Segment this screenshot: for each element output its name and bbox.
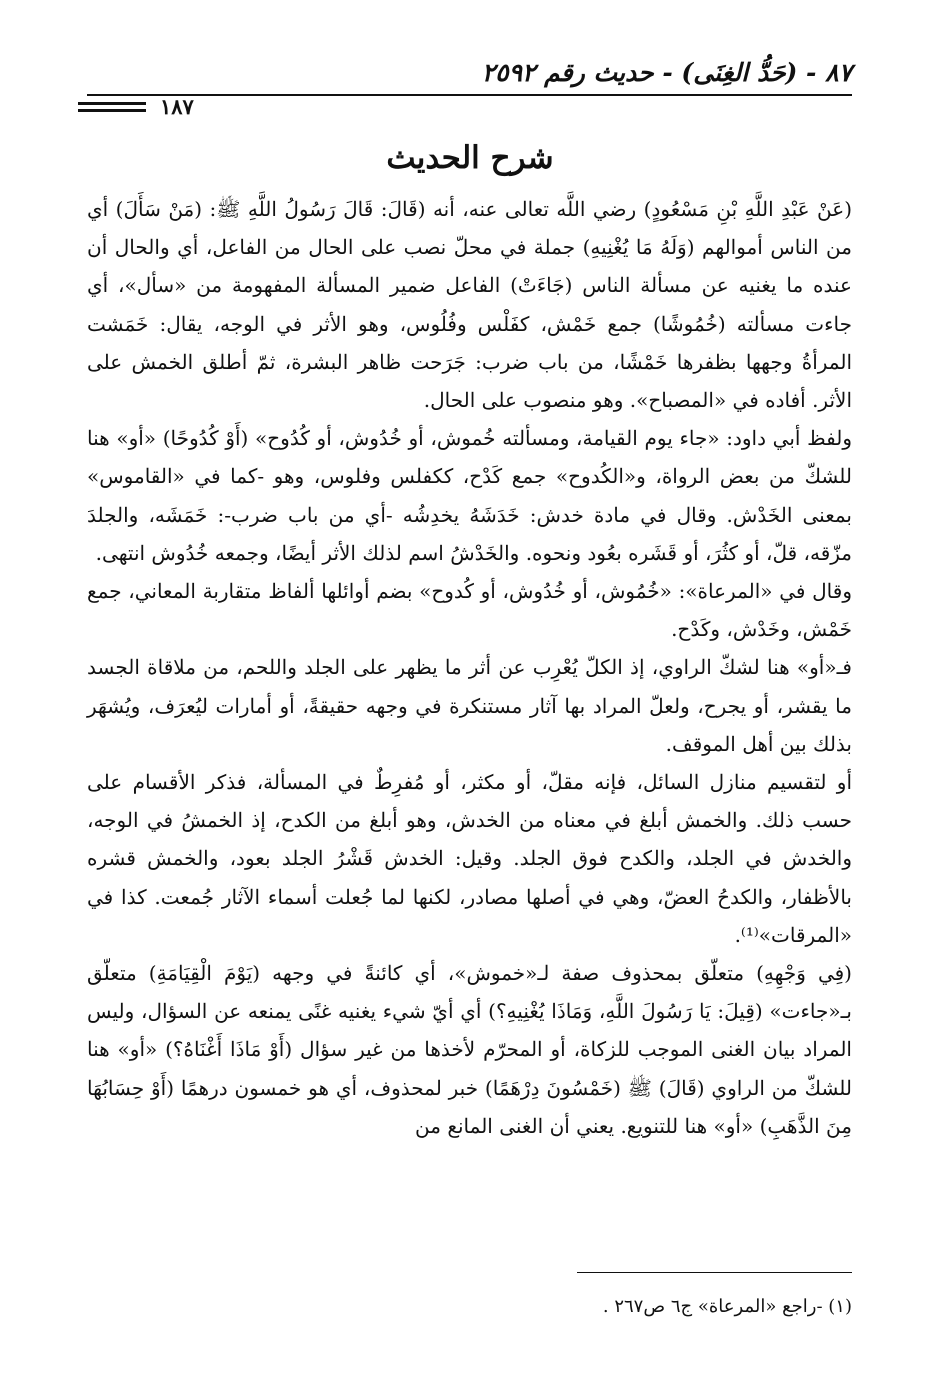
footnote-rule [577, 1272, 852, 1273]
paragraph: وقال في «المرعاة»: «خُمُوش، أو خُدُوش، أو كُدوح» بضم أوائلها ألفاظ متقاربة المعاني، جمع خَمْش، وخَدْش، وكَدْح. [87, 579, 852, 642]
running-header [87, 58, 852, 98]
section-title: شرح الحديث [386, 140, 554, 176]
footnote: (١) -راجع «المرعاة» ج٦ ص٢٦٧ . [602, 1296, 852, 1317]
paragraph: (فِي وَجْهِهِ) متعلّق بمحذوف صفة لـ«خموش»، أي كائنةً في وجهه (يَوْمَ الْقِيَامَةِ) متعلّق بـ«جاءت» (قِيلَ: يَا رَسُولَ اللَّهِ، وَمَاذَا يُغْنِيهِ؟) أي أيّ شيء يغنيه غنًى يمنعه عن السؤال، وليس المراد بيان الغنى الموجب للزكاة، أو المحرّم لأخذها من غير سؤال (أَوْ مَاذَا أَغْنَاهُ؟) «أو» هنا للشكّ من الراوي (قَالَ) ﷺ (خَمْسُونَ دِرْهَمًا) خبر لمحذوف، أي هو خمسون درهمًا (أَوْ حِسَابُهَا مِنَ الذَّهَبِ) «أو» هنا للتنويع. يعني أن الغنى المانع من [87, 961, 852, 1138]
page-number: ١٨٧ [160, 94, 194, 119]
running-title: ٨٧ - (حَدُّ الغِنَى) - حديث رقم ٢٥٩٢ [481, 58, 852, 87]
paragraph: (عَنْ عَبْدِ اللَّهِ بْنِ مَسْعُودٍ) رضي اللَّه تعالى عنه، أنه (قَالَ: قَالَ رَسُولُ اللَّهِ ﷺ: (مَنْ سَأَلَ) أي من الناس أموالهم (وَلَهُ مَا يُغْنِيهِ) جملة في محلّ نصب على الحال من الفاعل، أي والحال أن عنده ما يغنيه عن مسألة الناس (جَاءَتْ) الفاعل ضمير المسألة المفهومة من «سأل»، أي جاءت مسألته (خُمُوشًا) جمع خَمْش، كفَلْس وفُلُوس، وهو الأثر في الوجه، يقال: خَمَشت المرأةُ وجهها بظفرها خَمْشًا، من باب ضرب: جَرَحت ظاهر البشرة، ثمّ أطلق الخمش على الأثر. أفاده في «المصباح». وهو منصوب على الحال. [87, 197, 852, 413]
paragraph: فـ«أو» هنا لشكّ الراوي، إذ الكلّ يُعْرِب عن أثر ما يظهر على الجلد واللحم، من ملاقاة الجسد ما يقشر، أو يجرح، ولعلّ المراد بها آثار مستنكرة في وجهه حقيقةً، أو أمارات ليُعرَف، ويُشهَر بذلك بين أهل الموقف. [87, 655, 852, 756]
paragraph: ولفظ أبي داود: «جاء يوم القيامة، ومسألته خُموش، أو خُدُوش، أو كُدُوح» (أَوْ كُدُوحًا) «أو» هنا للشكّ من بعض الرواة، و«الكُدوح» جمع كَدْح، ككفلس وفلوس، وهو -كما في «القاموس» بمعنى الخَدْش. وقال في مادة خدش: خَدَشَهُ يخدِشُه -أي من باب ضرب-: خَمَشَه، والجلدَ مزّقه، قلّ، أو كثُرَ، أو قَشَره بعُود ونحوه. والخَدْشُ اسم لذلك الأثر أيضًا، وجمعه خُدُوش انتهى. [87, 426, 852, 565]
paragraph: أو لتقسيم منازل السائل، فإنه مقلّ، أو مكثر، أو مُفرِطٌ في المسألة، فذكر الأقسام على حسب ذلك. والخمش أبلغ في معناه من الخدش، وهو أبلغ من الكدح، إذ الخمشُ في الوجه، والخدش في الجلد، والكدح فوق الجلد. وقيل: الخدش قَشْرُ الجلد بعود، والخمش قشره بالأظفار، والكدحُ العضّ، وهي في أصلها مصادر، لكنها لما جُعلت أسماء الآثار جُمعت. كذا في «المرقات»⁽¹⁾. [87, 770, 852, 947]
decorative-double-rule [78, 102, 146, 116]
page-number-bar [78, 96, 230, 122]
body-text [87, 190, 852, 1145]
